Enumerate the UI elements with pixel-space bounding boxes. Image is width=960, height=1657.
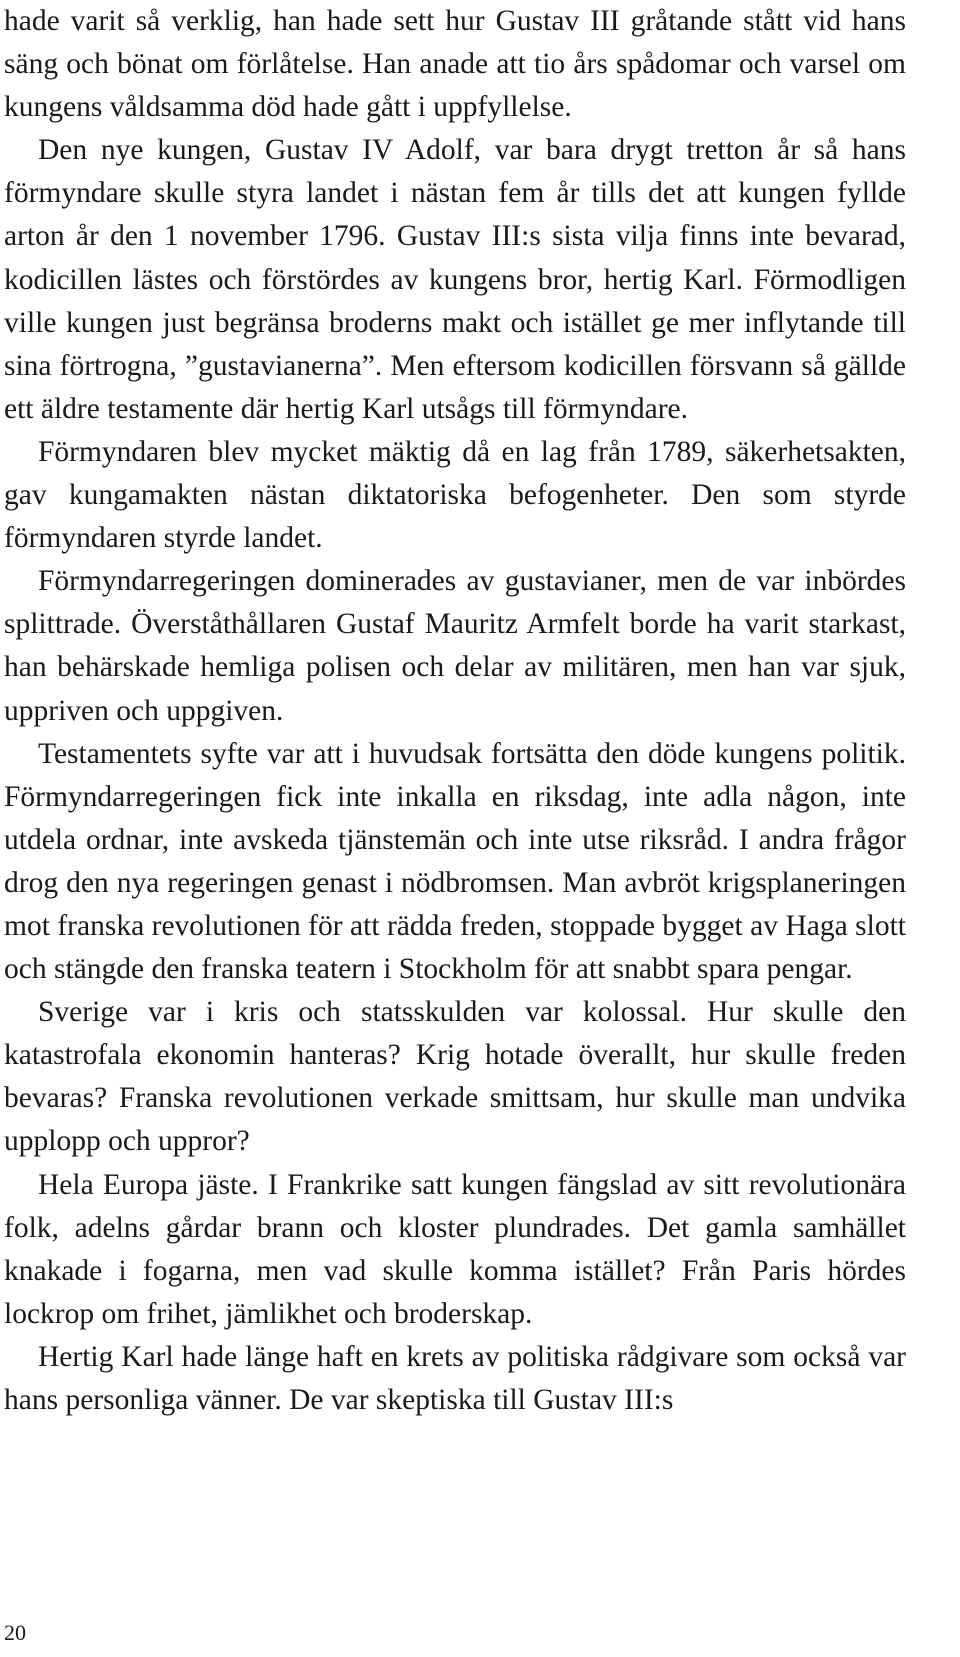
paragraph-5: Testamentets syfte var att i huvudsak fortsätta den döde kungens politik. Förmyndarregeringen fick inte inkalla en riksdag, inte adla någon, inte utdela ordnar, inte avskeda tjänstemän och inte utse riksråd. I andra frågor drog den nya regeringen genast i nödbromsen. Man avbröt krigsplaneringen mot franska revolutionen för att rädda freden, stoppade bygget av Haga slott och stängde den franska teatern i Stockholm för att snabbt spara pengar.: [4, 737, 906, 986]
paragraph-7: Hela Europa jäste. I Frankrike satt kungen fängslad av sitt revolutionära folk, adelns gårdar brann och kloster plundrades. Det gamla samhället knakade i fogarna, men vad skulle komma istället? Från Paris hördes lockrop om frihet, jämlikhet och broderskap.: [4, 1168, 906, 1330]
paragraph-4: Förmyndarregeringen dominerades av gustavianer, men de var inbördes splittrade. Överståthållaren Gustaf Mauritz Armfelt borde ha varit starkast, han behärskade hemliga polisen och delar av militären, men han var sjuk, uppriven och uppgiven.: [4, 565, 906, 727]
paragraph-3: Förmyndaren blev mycket mäktig då en lag från 1789, säkerhetsakten, gav kungamakten nästan diktatoriska befogenheter. Den som styrde förmyndaren styrde landet.: [4, 435, 906, 555]
body-text: [4, 0, 906, 1422]
paragraph-1: hade varit så verklig, han hade sett hur Gustav III gråtande stått vid hans säng och bönat om förlåtelse. Han anade att tio års spådomar och varsel om kungens våldsamma död hade gått i uppfyllelse.: [4, 5, 906, 124]
paragraph-2: Den nye kungen, Gustav IV Adolf, var bara drygt tretton år så hans förmyndare skulle styra landet i nästan fem år tills det att kungen fyllde arton år den 1 november 1796. Gustav III:s sista vilja finns inte bevarad, kodicillen lästes och förstördes av kungens bror, hertig Karl. Förmodligen ville kungen just begränsa broderns makt och istället ge mer inflytande till sina förtrogna, ”gustavianerna”. Men eftersom kodicillen försvann så gällde ett äldre testamente där hertig Karl utsågs till förmyndare.: [4, 134, 906, 425]
paragraph-6: Sverige var i kris och statsskulden var kolossal. Hur skulle den katastrofala ekonomin hanteras? Krig hotade överallt, hur skulle freden bevaras? Franska revolutionen verkade smittsam, hur skulle man undvika upplopp och uppror?: [4, 996, 906, 1158]
paragraph-8: Hertig Karl hade länge haft en krets av politiska rådgivare som också var hans personliga vänner. De var skeptiska till Gustav III:s: [4, 1340, 906, 1416]
page-number: 20: [4, 1620, 26, 1645]
